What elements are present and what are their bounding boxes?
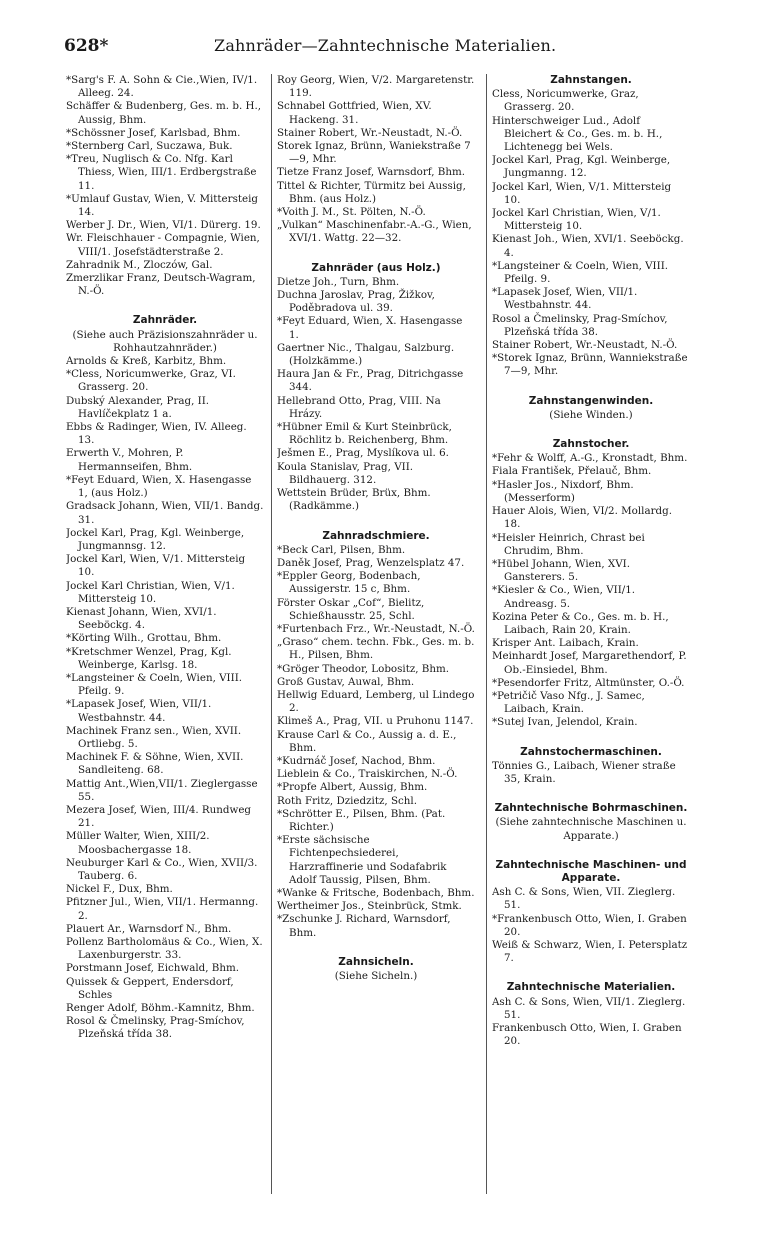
directory-entry: Plauert Ar., Warnsdorf N., Bhm. <box>66 922 232 935</box>
directory-entry: *Furtenbach Frz., Wr.-Neustadt, N.-Ö. <box>277 622 475 635</box>
directory-entry: Storek Ignaz, Brünn, Waniekstraße 7—9, Mhr. <box>277 140 471 166</box>
directory-entry: Kienast Joh., Wien, XVI/1. Seeböckg. 4. <box>492 233 684 259</box>
section-heading: Zahnstangen. <box>550 74 632 86</box>
directory-entry: Pfitzner Jul., Wien, VII/1. Hermanng. 2. <box>66 896 259 922</box>
directory-entry: Schäffer & Budenberg, Ges. m. b. H., Aussig, Bhm. <box>66 100 262 126</box>
directory-entry: *Langsteiner & Coeln, Wien, VIII. Pfeilg. 9. <box>66 671 243 698</box>
cross-reference-note: (Siehe auch Präzisionszahnräder u. Rohhautzahnräder.) <box>72 328 258 354</box>
directory-entry: Hellwig Eduard, Lemberg, ul Lindego 2. <box>277 688 475 715</box>
directory-entry: Klimeš A., Prag, VII. u Pruhonu 1147. <box>277 715 474 728</box>
directory-entry: *Pesendorfer Fritz, Altmünster, O.-Ö. <box>492 676 685 689</box>
directory-entry: *Storek Ignaz, Brünn, Wanniekstraße 7—9, Mhr. <box>492 352 688 378</box>
section-heading: Zahntechnische Bohrmaschinen. <box>494 802 688 815</box>
directory-entry: Mattig Ant.,Wien,VII/1. Zieglergasse 55. <box>66 777 258 803</box>
directory-entry: *Gröger Theodor, Lobositz, Bhm. <box>277 662 450 675</box>
directory-entry: *Umlauf Gustav, Wien, V. Mittersteig 14. <box>66 192 258 219</box>
directory-entry: *Fehr & Wolff, A.-G., Kronstadt, Bhm. <box>492 452 688 465</box>
directory-entry: *Heisler Heinrich, Chrast bei Chrudim, Bhm. <box>492 531 645 557</box>
directory-entry: *Kiesler & Co., Wien, VII/1. Andreasg. 5. <box>492 584 636 610</box>
directory-entry: Ash C. & Sons, Wien, VII. Zieglerg. 51. <box>492 886 676 912</box>
section-heading: Zahnsicheln. <box>338 955 414 968</box>
directory-entry: Weiß & Schwarz, Wien, I. Petersplatz 7. <box>492 938 688 965</box>
directory-entry: Fiala František, Přelauč, Bhm. <box>492 465 652 478</box>
directory-entry: Tietze Franz Josef, Warnsdorf, Bhm. <box>277 166 466 179</box>
directory-entry: Zahradnik M., Zloczów, Gal. <box>66 258 213 271</box>
column-middle <box>277 74 475 1214</box>
section-heading: Zahnräder. <box>132 314 198 327</box>
directory-entry: *Treu, Nuglisch & Co. Nfg. Karl Thiess, Wien, III/1. Erdbergstraße 11. <box>66 153 257 192</box>
section-heading: Zahnstochermaschinen. <box>520 745 662 758</box>
directory-entry: *Hasler Jos., Nixdorf, Bhm. (Messerform) <box>492 478 634 504</box>
directory-entry: Ebbs & Radinger, Wien, IV. Alleeg. 13. <box>66 421 247 447</box>
directory-entry: Nickel F., Dux, Bhm. <box>66 883 173 896</box>
directory-entry: Lieblein & Co., Traiskirchen, N.-Ö. <box>277 768 458 781</box>
directory-entry: Jockel Karl, Wien, V/1. Mittersteig 10. <box>492 180 672 206</box>
column-divider <box>271 74 272 1194</box>
directory-entry: Schnabel Gottfried, Wien, XV. Hackeng. 31. <box>277 100 432 126</box>
directory-entry: Ash C. & Sons, Wien, VII/1. Zieglerg. 51. <box>492 995 686 1021</box>
directory-entry: „Vulkan“ Maschinenfabr.-A.-G., Wien, XVI/1. Wattg. 22—32. <box>277 219 472 245</box>
directory-entry: Wr. Fleischhauer - Compagnie, Wien, VIII/1. Josefstädterstraße 2. <box>66 232 260 258</box>
directory-entry: *Lapasek Josef, Wien, VII/1. Westbahnstr. 44. <box>492 286 638 312</box>
directory-entry: Kozina Peter & Co., Ges. m. b. H., Laibach, Rain 20, Krain. <box>492 610 669 636</box>
directory-entry: *Lapasek Josef, Wien, VII/1. Westbahnstr. 44. <box>66 698 212 724</box>
directory-entry: Jockel Karl, Wien, V/1. Mittersteig 10. <box>66 553 246 579</box>
section-heading: Zahnradschmiere. <box>322 529 430 542</box>
directory-entry: Rosol a Čmelinsky, Prag-Smíchov, Plzeňská třída 38. <box>492 312 668 338</box>
cross-reference-note: (Siehe zahntechnische Maschinen u. Apparate.) <box>495 816 687 842</box>
directory-entry: Porstmann Josef, Eichwald, Bhm. <box>66 962 240 975</box>
directory-entry: Cless, Noricumwerke, Graz, Grasserg. 20. <box>492 88 639 114</box>
directory-entry: Tönnies G., Laibach, Wiener straße 35, Krain. <box>492 759 676 785</box>
directory-entry: *Körting Wilh., Grottau, Bhm. <box>66 632 222 645</box>
directory-entry: *Hübner Emil & Kurt Steinbrück, Röchlitz b. Reichenberg, Bhm. <box>277 421 452 447</box>
section-heading: Zahnstocher. <box>552 438 630 451</box>
directory-entry: Stainer Robert, Wr.-Neustadt, N.-Ö. <box>492 339 678 352</box>
directory-entry: Wettstein Brüder, Brüx, Bhm. (Radkämme.) <box>277 487 431 513</box>
directory-entry: Förster Oskar „Cof“, Bielitz, Schießhausstr. 25, Schl. <box>277 596 425 622</box>
directory-entry: *Voith J. M., St. Pölten, N.-Ö. <box>277 206 426 219</box>
page-number: 628* <box>64 36 109 56</box>
directory-entry: Mezera Josef, Wien, III/4. Rundweg 21. <box>66 803 252 830</box>
directory-entry: Arnolds & Kreß, Karbitz, Bhm. <box>66 355 227 368</box>
directory-entry: Jockel Karl Christian, Wien, V/1. Mittersteig 10. <box>492 207 661 233</box>
directory-entry: *Sternberg Carl, Suczawa, Buk. <box>66 140 233 153</box>
directory-entry: Jockel Karl Christian, Wien, V/1. Mittersteig 10. <box>66 579 235 605</box>
directory-entry: Rosol & Čmelinsky, Prag-Smíchov, Plzeňská třída 38. <box>66 1015 245 1041</box>
directory-entry: Tittel & Richter, Türmitz bei Aussig, Bhm. (aus Holz.) <box>277 179 466 205</box>
directory-entry: Wertheimer Jos., Steinbrück, Stmk. <box>277 900 462 913</box>
directory-entry: Quissek & Geppert, Endersdorf, Schles <box>66 975 234 1001</box>
running-title: Zahnräder—Zahntechnische Materialien. <box>214 36 557 55</box>
directory-entry: *Langsteiner & Coeln, Wien, VIII. Pfeilg. 9. <box>492 259 669 286</box>
directory-entry: Pollenz Bartholomäus & Co., Wien, X. Laxenburgerstr. 33. <box>66 936 263 962</box>
directory-entry: Duchna Jaroslav, Prag, Žižkov, Poděbradova ul. 39. <box>277 289 435 315</box>
directory-entry: *Feyt Eduard, Wien, X. Hasengasse 1, (aus Holz.) <box>66 473 252 500</box>
directory-entry: Krause Carl & Co., Aussig a. d. E., Bhm. <box>277 728 457 754</box>
directory-entry: Jockel Karl, Prag, Kgl. Weinberge, Jungmanng. 12. <box>492 154 671 180</box>
section-heading: Zahntechnische Materialien. <box>506 981 676 994</box>
directory-entry: Roy Georg, Wien, V/2. Margaretenstr. 119. <box>277 74 475 100</box>
directory-entry: Erwerth V., Mohren, P. Hermannseifen, Bhm. <box>66 447 193 473</box>
directory-entry: *Zschunke J. Richard, Warnsdorf, Bhm. <box>277 913 451 939</box>
directory-entry: *Petričič Vaso Nfg., J. Samec, Laibach, Krain. <box>492 689 645 716</box>
directory-entry: *Eppler Georg, Bodenbach, Aussigerstr. 15 c, Bhm. <box>277 570 421 596</box>
section-heading: Zahnräder (aus Holz.) <box>311 261 441 274</box>
directory-entry: Dietze Joh., Turn, Bhm. <box>277 275 400 288</box>
directory-entry: Müller Walter, Wien, XIII/2. Moosbachergasse 18. <box>66 830 210 856</box>
directory-entry: *Propfe Albert, Aussig, Bhm. <box>277 781 428 794</box>
column-left <box>66 74 264 1214</box>
page-header <box>64 36 704 60</box>
directory-entry: Machinek F. & Söhne, Wien, XVII. Sandleiteng. 68. <box>66 751 244 777</box>
directory-entry: Koula Stanislav, Prag, VII. Bildhauerg. 312. <box>277 460 414 486</box>
directory-entry: Neuburger Karl & Co., Wien, XVII/3. Tauberg. 6. <box>66 856 258 882</box>
directory-entry: *Kudrnáč Josef, Nachod, Bhm. <box>277 754 436 767</box>
section-heading: Zahntechnische Maschinen- und Apparate. <box>495 858 687 884</box>
directory-entry: Groß Gustav, Auwal, Bhm. <box>277 675 415 688</box>
column-divider <box>486 74 487 1194</box>
directory-entry: *Frankenbusch Otto, Wien, I. Graben 20. <box>492 912 687 938</box>
directory-entry: *Sarg's F. A. Sohn & Cie.,Wien, IV/1. Alleeg. 24. <box>66 74 258 100</box>
directory-entry: *Sutej Ivan, Jelendol, Krain. <box>492 716 638 729</box>
directory-entry: *Schrötter E., Pilsen, Bhm. (Pat. Richter.) <box>277 807 446 833</box>
directory-entry: Ješmen E., Prag, Myslíkova ul. 6. <box>277 447 449 460</box>
directory-entry: Jockel Karl, Prag, Kgl. Weinberge, Jungmannsg. 12. <box>66 526 245 552</box>
column-right <box>492 74 690 1214</box>
directory-entry: Hellebrand Otto, Prag, VIII. Na Hrázy. <box>277 394 441 420</box>
directory-entry: *Hübel Johann, Wien, XVI. Gansterers. 5. <box>492 557 630 584</box>
directory-entry: Machinek Franz sen., Wien, XVII. Ortliebg. 5. <box>66 724 242 750</box>
directory-entry: Gaertner Nic., Thalgau, Salzburg. (Holzkämme.) <box>277 341 455 368</box>
directory-entry: Gradsack Johann, Wien, VII/1. Bandg. 31. <box>66 500 264 526</box>
directory-entry: Werber J. Dr., Wien, VI/1. Dürerg. 19. <box>66 219 261 232</box>
directory-entry: Hinterschweiger Lud., Adolf Bleichert & Co., Ges. m. b. H., Lichtenegg bei Wels. <box>492 114 663 154</box>
directory-entry: Dubský Alexander, Prag, II. Havlíčekplatz 1 a. <box>66 394 210 420</box>
directory-entry: *Schössner Josef, Karlsbad, Bhm. <box>66 126 241 139</box>
directory-entry: Hauer Alois, Wien, VI/2. Mollardg. 18. <box>492 505 672 531</box>
directory-entry: Renger Adolf, Böhm.-Kamnitz, Bhm. <box>66 1002 255 1015</box>
directory-entry: *Cless, Noricumwerke, Graz, VI. Grasserg. 20. <box>66 368 236 394</box>
directory-entry: Kienast Johann, Wien, XVI/1. Seeböckg. 4. <box>66 605 217 632</box>
directory-entry: Stainer Robert, Wr.-Neustadt, N.-Ö. <box>277 126 463 139</box>
section-heading: Zahnstangenwinden. <box>528 394 654 407</box>
directory-entry: Haura Jan & Fr., Prag, Ditrichgasse 344. <box>277 368 464 394</box>
directory-entry: Roth Fritz, Dziedzitz, Schl. <box>277 794 417 807</box>
directory-entry: *Kretschmer Wenzel, Prag, Kgl. Weinberge, Karlsg. 18. <box>66 645 232 671</box>
cross-reference-note: (Siehe Winden.) <box>549 408 633 421</box>
directory-entry: *Erste sächsische Fichtenpechsiederei, Harzraffinerie und Sodafabrik Adolf Taussig, Pilsen, Bhm. <box>277 834 447 886</box>
directory-entry: *Feyt Eduard, Wien, X. Hasengasse 1. <box>277 315 463 341</box>
directory-entry: Meinhardt Josef, Margarethendorf, P. Ob.-Einsiedel, Bhm. <box>492 650 687 676</box>
directory-entry: Daněk Josef, Prag, Wenzelsplatz 47. <box>277 556 465 569</box>
directory-entry: Krisper Ant. Laibach, Krain. <box>492 637 639 650</box>
directory-entry: „Graso“ chem. techn. Fbk., Ges. m. b. H., Pilsen, Bhm. <box>277 636 475 662</box>
directory-entry: Frankenbusch Otto, Wien, I. Graben 20. <box>492 1022 682 1048</box>
directory-entry: *Wanke & Fritsche, Bodenbach, Bhm. <box>277 886 475 899</box>
directory-entry: Zmerzlikar Franz, Deutsch-Wagram, N.-Ö. <box>66 272 256 298</box>
directory-entry: *Beck Carl, Pilsen, Bhm. <box>277 543 406 556</box>
cross-reference-note: (Siehe Sicheln.) <box>334 970 418 982</box>
